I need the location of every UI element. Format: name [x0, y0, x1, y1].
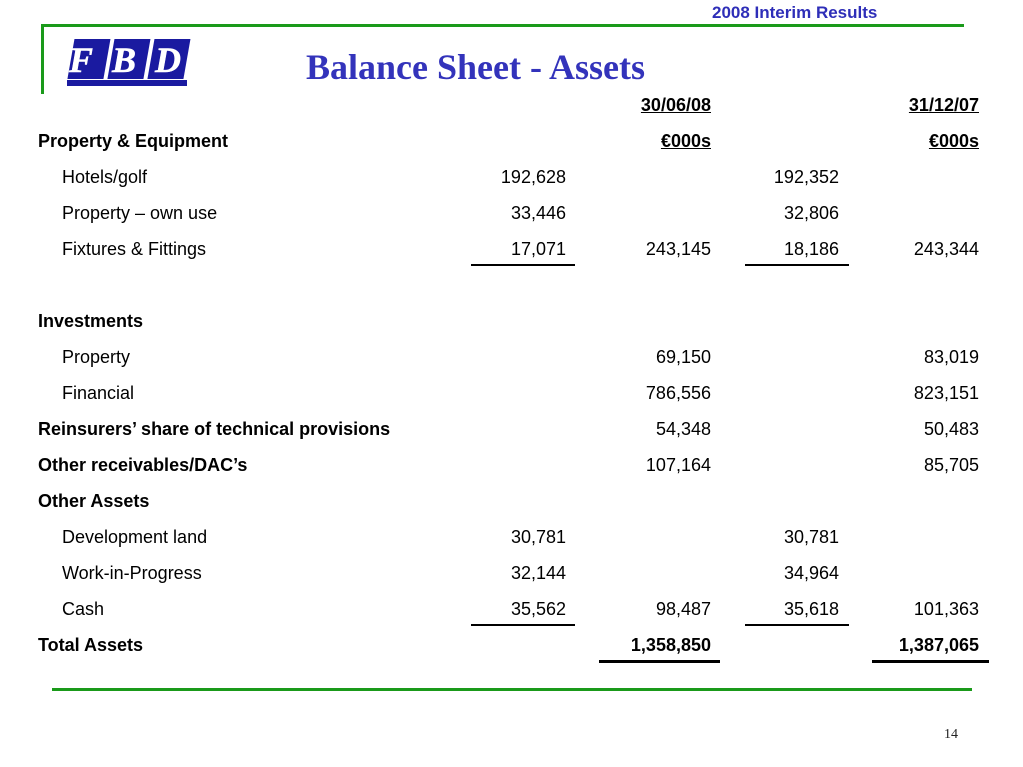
- row-receivables-c2: 107,164: [645, 455, 711, 475]
- row-fixtures-c4: 243,344: [913, 239, 979, 259]
- row-hotels-c3: 192,352: [773, 167, 839, 187]
- row-reinsurers-label: Reinsurers’ share of technical provisions: [38, 419, 391, 439]
- row-receivables-c4: 85,705: [923, 455, 979, 475]
- row-inv-property-c2: 69,150: [655, 347, 711, 367]
- row-receivables-label: Other receivables/DAC’s: [38, 455, 248, 475]
- total-rule-c2: [599, 660, 720, 663]
- row-cash-c4: 101,363: [913, 599, 979, 619]
- subtotal-rule-c1: [471, 264, 575, 266]
- row-financial-c2: 786,556: [645, 383, 711, 403]
- col-unit-2008: €000s: [660, 131, 711, 151]
- row-own-use-c1: 33,446: [510, 203, 566, 223]
- col-unit-2007: €000s: [928, 131, 979, 151]
- row-cash-label: Cash: [62, 599, 105, 619]
- section-property-equipment: Property & Equipment: [38, 131, 229, 151]
- bottom-divider: [52, 688, 972, 691]
- row-wip-c1: 32,144: [510, 563, 566, 583]
- col-date-2008: 30/06/08: [640, 95, 711, 115]
- section-investments: Investments: [38, 311, 144, 331]
- row-dev-land-c1: 30,781: [510, 527, 566, 547]
- row-financial-label: Financial: [62, 383, 135, 403]
- row-wip-label: Work-in-Progress: [62, 563, 202, 583]
- top-divider: [42, 24, 964, 27]
- page-number: 14: [944, 727, 958, 742]
- row-hotels-c1: 192,628: [500, 167, 566, 187]
- row-cash-c2: 98,487: [655, 599, 711, 619]
- cash-rule-c3: [745, 624, 849, 626]
- total-rule-c4: [872, 660, 989, 663]
- row-reinsurers-c2: 54,348: [655, 419, 711, 439]
- row-own-use-c3: 32,806: [783, 203, 839, 223]
- row-inv-property-label: Property: [62, 347, 131, 367]
- header-label: 2008 Interim Results: [712, 3, 878, 22]
- col-date-2007: 31/12/07: [908, 95, 979, 115]
- row-cash-c1: 35,562: [510, 599, 566, 619]
- logo-letters: FBD: [69, 40, 181, 80]
- row-dev-land-label: Development land: [62, 527, 208, 547]
- row-financial-c4: 823,151: [913, 383, 979, 403]
- left-divider: [41, 24, 44, 94]
- row-inv-property-c4: 83,019: [923, 347, 979, 367]
- row-hotels-label: Hotels/golf: [62, 167, 148, 187]
- row-dev-land-c3: 30,781: [783, 527, 839, 547]
- row-own-use-label: Property – own use: [62, 203, 218, 223]
- cash-rule-c1: [471, 624, 575, 626]
- row-fixtures-c3: 18,186: [783, 239, 839, 259]
- row-total-c4: 1,387,065: [898, 635, 979, 655]
- row-fixtures-c2: 243,145: [645, 239, 711, 259]
- row-wip-c3: 34,964: [783, 563, 839, 583]
- fbd-logo: [63, 36, 193, 89]
- section-other-assets: Other Assets: [38, 491, 150, 511]
- row-fixtures-label: Fixtures & Fittings: [62, 239, 207, 259]
- page-title: Balance Sheet - Assets: [306, 47, 645, 87]
- row-cash-c3: 35,618: [783, 599, 839, 619]
- row-reinsurers-c4: 50,483: [923, 419, 979, 439]
- subtotal-rule-c3: [745, 264, 849, 266]
- row-total-c2: 1,358,850: [630, 635, 711, 655]
- row-total-label: Total Assets: [38, 635, 144, 655]
- row-fixtures-c1: 17,071: [510, 239, 566, 259]
